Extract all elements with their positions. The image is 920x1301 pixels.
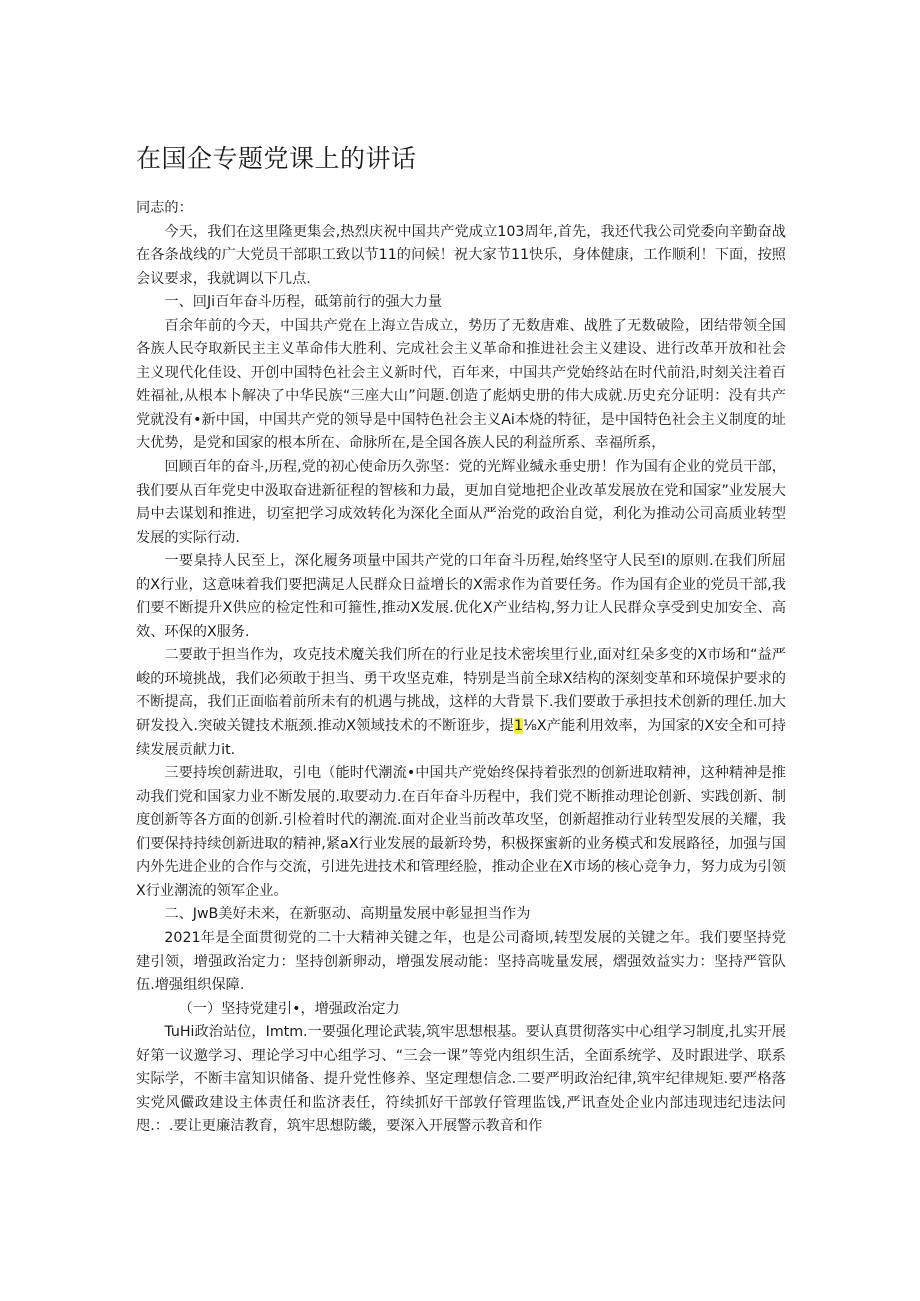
highlighted-text: 1 [514,718,524,735]
subsection-heading-1: （一）坚持党建引•，增强政治定力 [178,1000,400,1017]
salutation: 同志的： [136,200,193,216]
paragraph-responsibility-tail: ⅛X产能利用效率，为国家的X安全和可持续发展贡献力it. [136,718,786,758]
paragraph-party-building: TuHi政治站位，Imtm.一要强化理论武装,筑牢思想根基。要认真贯彻落实中心组学习制度,扎实开展好第一议邀学习、理论学习中心组学习、“三会一课”等党内组织生活，全面系统学、及时跟进学、联系实际学，不断丰富知识储备、提升党性修养、坚定理想信念.二要严明政治纪律,筑牢纪律规矩.要严格落实党风儼政建设主体责任和监济表任，符续抓好干部敦仔管理监饯,严讯查处企业内部违现违纪违法问咫.：.要让更廉洁教育，筑牢思想防畿，要深入开展警示教音和作 [136,1024,786,1135]
paragraph-review: 回顾百年的奋斗,历程,党的初心使命历久弥坚：党的光辉业缄永垂史册！作为国有企业的党员干部，我们要从百年党史中汲取奋进新征程的智核和力最，更加自觉地把企业改革发展放在党和国家”业发展大局中去谋划和推进，切室把学习成效转化为深化全面从严治党的政治自觉，利化为推动公司高质业转型发展的实际行动. [136,459,786,546]
document-title: 在国企专题党课上的讲话 [136,144,417,173]
paragraph-responsibility [136,644,786,762]
paragraph-history: 百余年前的今天，中国共产党在上海立告成立，势历了无数唐难、战胜了无数破险，团结带领全国各族人民夺取新民主主义革命伟大胜利、完成社会主义革命和推进社会主义建设、进行改革开放和社会主义现代化佳设、开创中国特色社会主义新时代，百年来，中国共产党始终站在时代前沿,时刻关注着百姓福祉,从根本卜解决了中华民族“三座大山”问题.创造了彪炳史册的伟大成就.历史充分证明：没有共产党就没有•新中国，中国共产党的领导是中国特色社会主义Ai本烧的特征，是中国特色社会主义制度的址大优势，是党和国家的根本所在、命脉所在,是全国各族人民的利益所系、幸福所系， [136,317,786,452]
section-heading-1: 一、回Ji百年奋斗历程，砥第前行的强大力量 [164,294,443,311]
section-heading-2: 二、JwB美好未来，在新驱动、高期量发展中彰显担当作为 [164,906,531,923]
paragraph-innovation: 三要持埃创薪进取，引电（能时代潮流•中国共产党始终保持着张烈的创新进取精神，这种精神是推动我们党和国家力业不断发展的.取要动力.在百年奋斗历程中，我们党不断推动理论创新、实践创新、制度创新等各方面的创新.引检着时代的潮流.面对企业当前改革攻坚，创新超推动行业转型发展的关耀，我们要保持持续创新进取的精神,紧aX行业发展的最新玲势，积极探蜜新的业务模式和发展路径，加强与国内外先进企业的合作与交流，引进先进技术和管理经脸，推动企业在X市场的核心竞争力，努力成为引领X行业潮流的领军企业。 [136,765,786,899]
paragraph-responsibility-text: 二要敢于担当作为，攻克技术魔关我们所在的行业足技术密埃里行业,面对红朵多变的X市场和“益严峻的环境挑战，我们必须敢于担当、勇干攻坚克难，特别是当前全球X结构的深刻变革和环境保护要求的不断提高，我们正面临着前所未有的机遇与挑战，这样的大背景下.我们要敢于承担技术创新的理任.加大研发投入.突破关键技术瓶颈.推动X领域技术的不断诳步，提 [136,647,786,735]
document-body [136,197,786,1139]
paragraph-opening: 今天，我们在这里隆更集会,热烈庆祝中国共产党成立103周年,首先，我还代我公司党委向辛勤奋战在各条战线的广大党员干部职工致以节11的问候！祝大家节11快乐，身体健康，工作顺利！下面，按照会议要求，我就调以下几点. [136,223,786,287]
paragraph-people-first: 一要臬持人民至上，深化履务项量中国共产党的口年奋斗历程,始终坚守人民至I的原则.在我们所屈的X行业，这意味着我们要把满足人民群众日益增长的X需求作为首要任务。作为国有企业的党员干部,我们要不断提升X供应的检定性和可箍性,推动X发展.优化X产业结构,努力让人民群众享受到史加安全、高效、环保的X服务. [136,553,786,640]
paragraph-2021-goals: 2021年是全面贯彻党的二十大精神关键之年，也是公司裔顷,转型发展的关键之年。我们要坚持党建引领，增强政治定力：坚持创新卵动，增强发展动能：坚持高咙量发展，熠强效益实力：坚持严管队伍.增强组织保障. [136,929,786,994]
